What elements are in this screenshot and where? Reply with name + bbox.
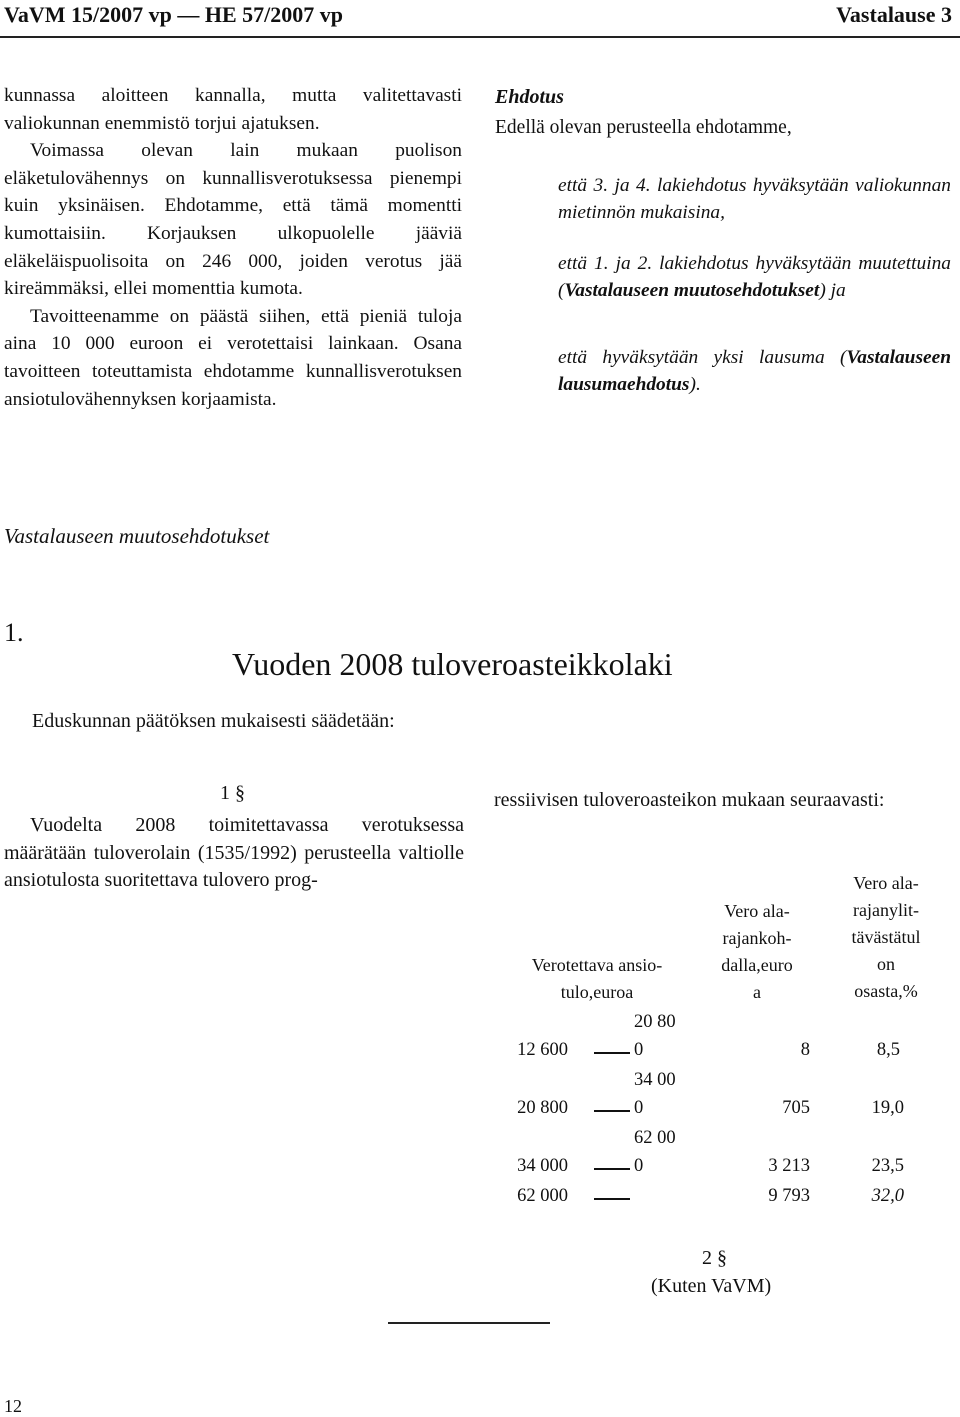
table-header-base-tax: Vero ala- rajankoh- dalla,euro a: [721, 901, 793, 1002]
table-cell-from: 34 000: [517, 1156, 568, 1176]
table-cell-from: 12 600: [517, 1040, 568, 1060]
paragraph: Voimassa olevan lain mukaan puolison eläketulovähennys on kunnallisverotuksessa pienempi kuin yksinäisen. Ehdotamme, että tämä momentti kumottaisiin. Korjauksen ulkopuolelle jääviä eläkeläispuolisoita on 246 000, joiden verotus jää kireämmäksi, ellei momenttia kumota.: [4, 140, 462, 300]
left-column-text: [4, 82, 462, 413]
law-number: 1.: [4, 618, 24, 647]
table-header-rate: Vero ala- rajanylit- tävästätul on osasta,%: [851, 873, 921, 1001]
table-cell-rate: 23,5: [871, 1156, 904, 1176]
table-cell-upper: 62 00: [634, 1128, 676, 1148]
table-dash: [594, 1168, 630, 1170]
page-number: 12: [4, 1396, 22, 1416]
table-cell-upper: 34 00: [634, 1070, 676, 1090]
proposal-intro: Edellä olevan perusteella ehdotamme,: [495, 117, 792, 138]
enactment-clause: Eduskunnan päätöksen mukaisesti säädetään:: [32, 710, 395, 732]
proposal-item-1: että 3. ja 4. lakiehdotus hyväksytään valiokunnan mietinnön mukaisina,: [558, 175, 951, 223]
section-2-text: (Kuten VaVM): [651, 1275, 772, 1297]
table-cell-tax: 705: [782, 1098, 810, 1118]
section-1-text: Vuodelta 2008 toimitettavassa verotuksessa määrätään tuloverolain (1535/1992) perusteella valtiolle ansiotulosta suoritettava tulovero prog-: [4, 814, 464, 891]
table-cell-from: 62 000: [517, 1186, 568, 1206]
table-cell-rate: 8,5: [876, 1040, 900, 1060]
section-heading: Vastalauseen muutosehdotukset: [4, 524, 270, 548]
table-cell-upper: 0: [634, 1098, 644, 1118]
table-cell-tax: 9 793: [768, 1186, 810, 1206]
table-cell-tax: 8: [800, 1040, 810, 1060]
end-rule: [388, 1322, 550, 1324]
section-1-label: 1 §: [220, 782, 245, 804]
table-cell-upper: 0: [634, 1156, 644, 1176]
table-cell-tax: 3 213: [768, 1156, 810, 1176]
table-dash: [594, 1052, 630, 1054]
header-rule: [0, 36, 960, 38]
proposal-item-2: että 1. ja 2. lakiehdotus hyväksytään muutettuina (Vastalauseen muutosehdotukset) ja: [558, 253, 951, 301]
section-2-label: 2 §: [702, 1247, 727, 1269]
table-cell-upper: 0: [634, 1040, 644, 1060]
law-title: Vuoden 2008 tuloveroasteikkolaki: [232, 646, 673, 682]
section-1-continuation: ressiivisen tuloveroasteikon mukaan seuraavasti:: [494, 789, 885, 811]
table-cell-rate: 19,0: [871, 1098, 904, 1118]
table-cell-upper: 20 80: [634, 1012, 676, 1032]
proposal-item-3: että hyväksytään yksi lausuma (Vastalauseen lausumaehdotus).: [558, 347, 951, 395]
proposal-title: Ehdotus: [495, 86, 564, 108]
table-header-income: Verotettava ansio- tulo,euroa: [531, 955, 663, 1002]
running-header-right: Vastalause 3: [836, 2, 952, 27]
paragraph: kunnassa aloitteen kannalla, mutta valitettavasti valiokunnan enemmistö torjui ajatuksen.: [4, 85, 462, 134]
table-dash: [594, 1198, 630, 1200]
table-cell-from: 20 800: [517, 1098, 568, 1118]
paragraph: Tavoitteenamme on päästä siihen, että pieniä tuloja aina 10 000 euroon ei verotettaisi lainkaan. Osana tavoitteen toteuttamista ehdotamme kunnallisverotuksen ansiotulovähennyksen korjaamista.: [4, 305, 462, 410]
running-header-left: VaVM 15/2007 vp — HE 57/2007 vp: [4, 2, 344, 27]
table-cell-rate: 32,0: [871, 1186, 904, 1206]
table-dash: [594, 1110, 630, 1112]
